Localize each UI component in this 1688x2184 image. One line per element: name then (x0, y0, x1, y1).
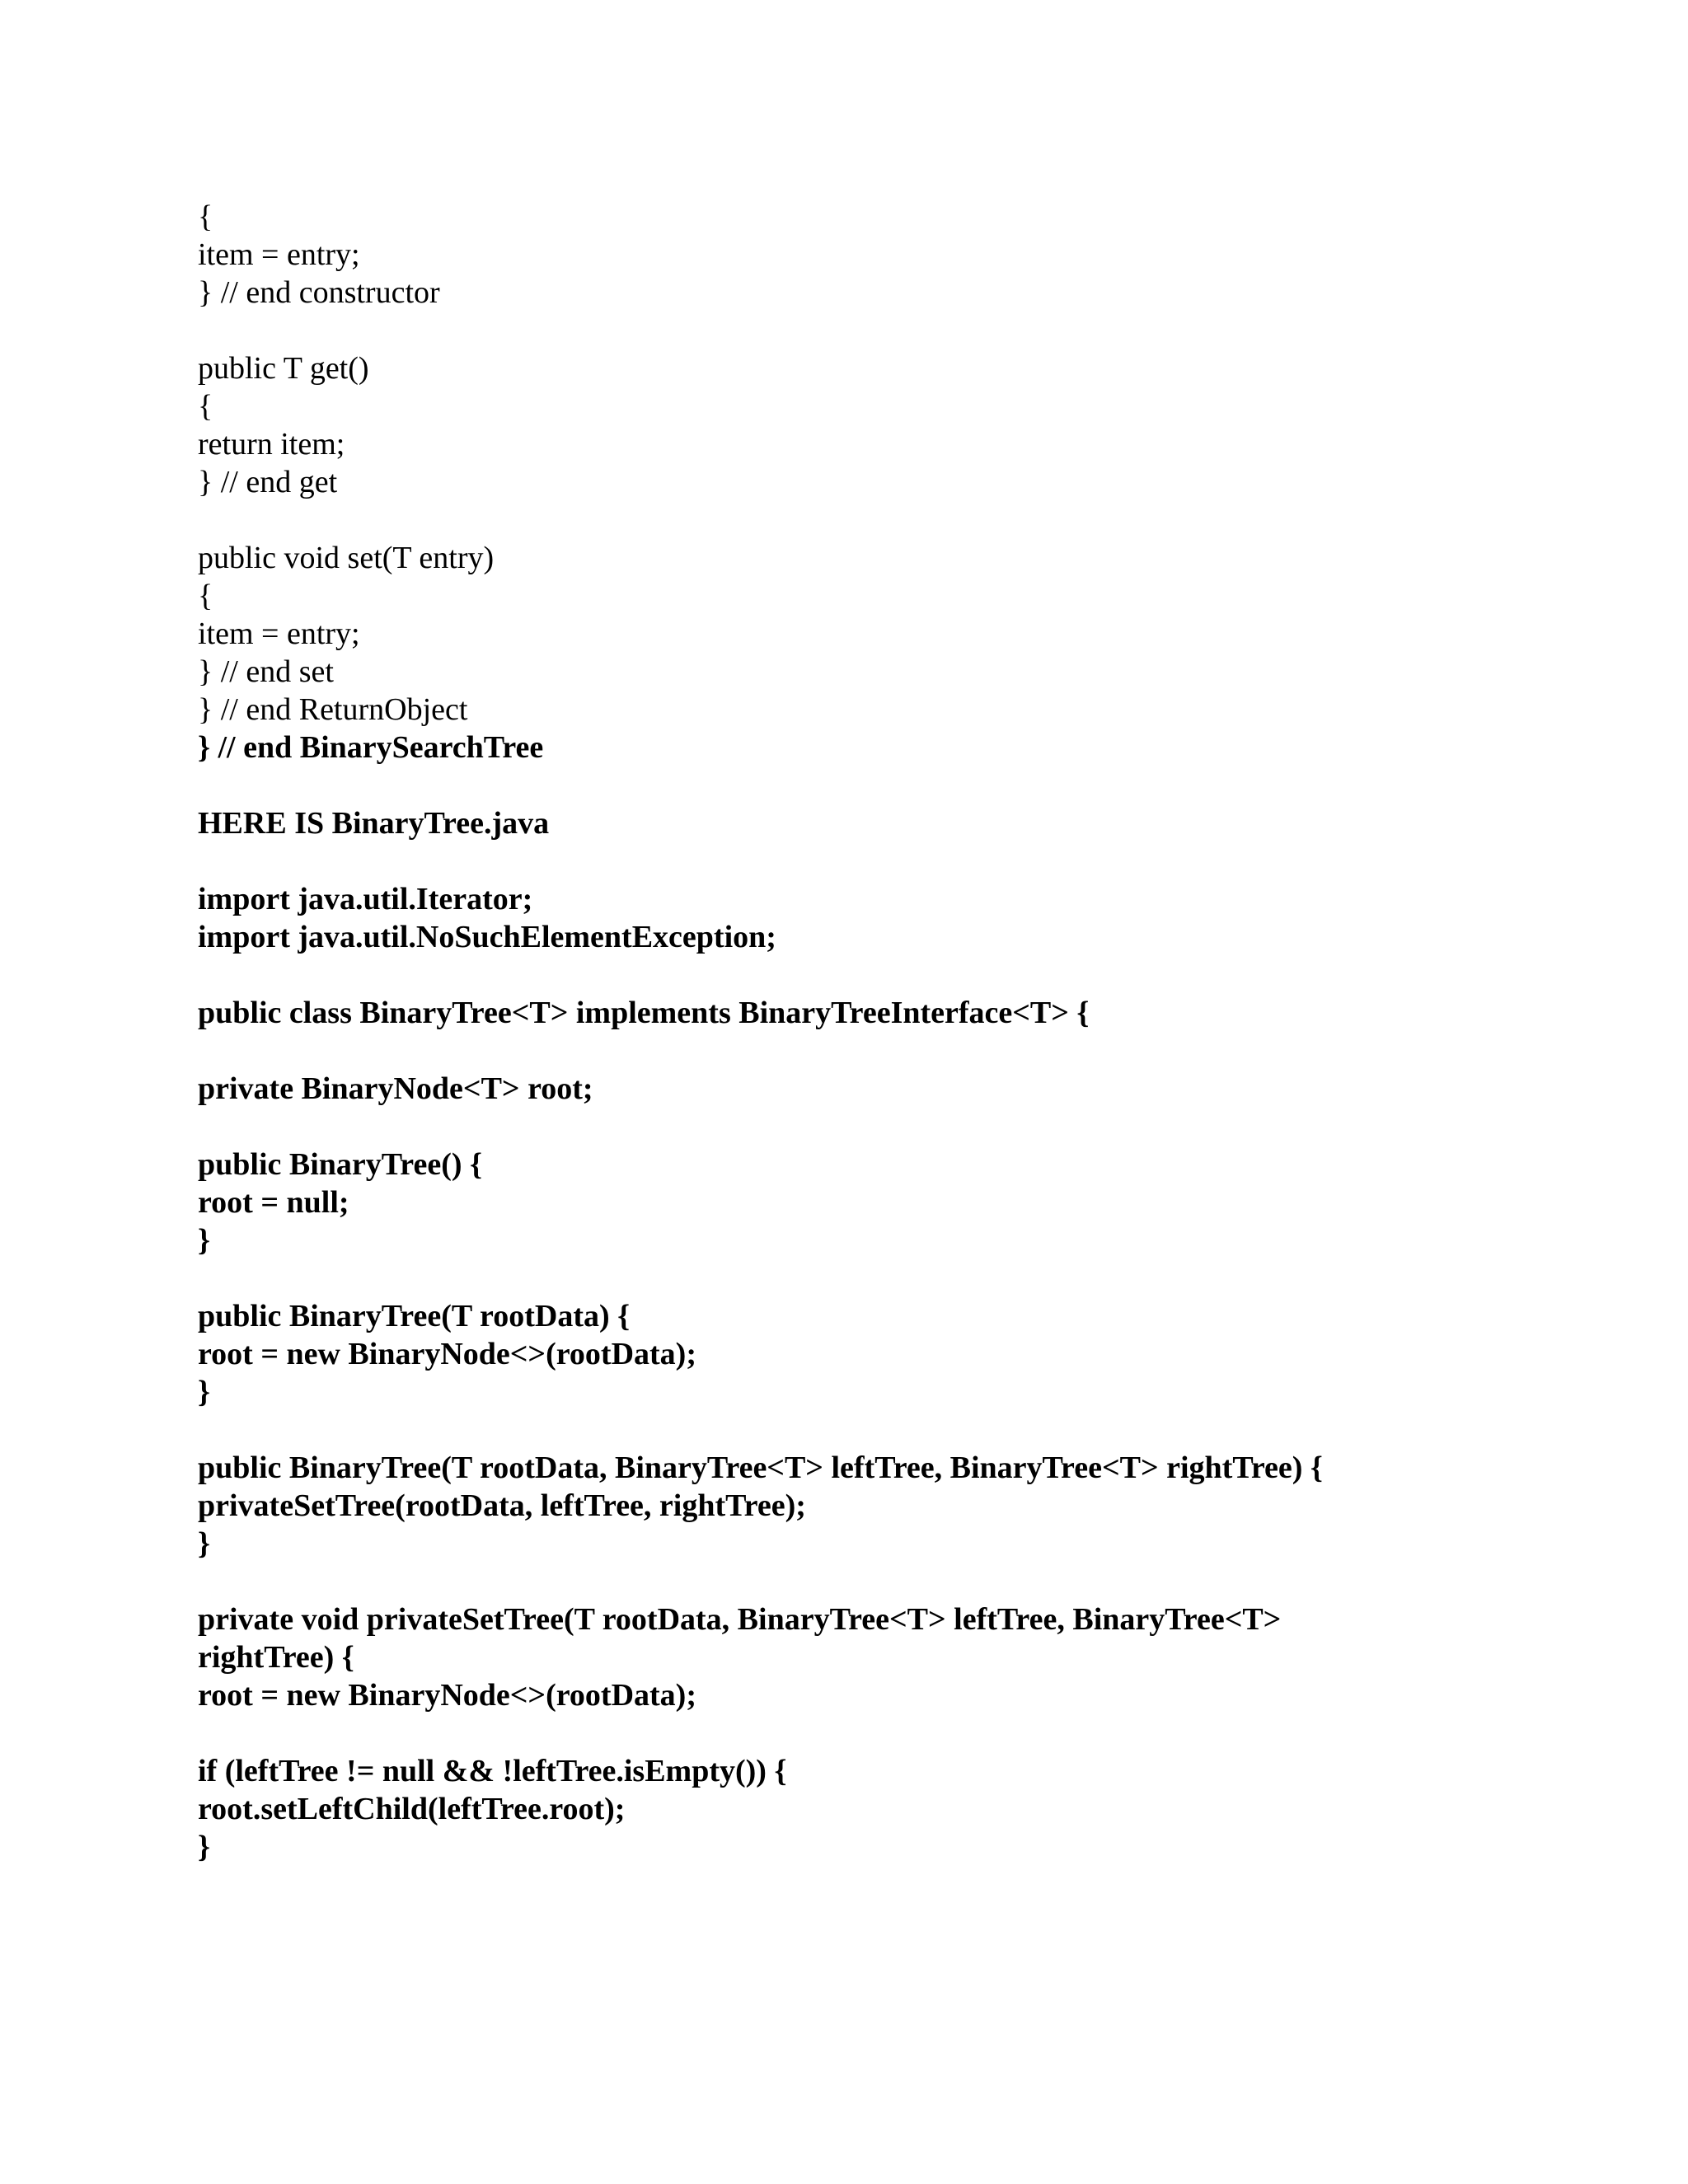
blank-line (198, 1411, 1632, 1449)
code-line: } (198, 1830, 210, 1864)
code-line: } // end ReturnObject (198, 692, 468, 727)
code-line: privateSetTree(rootData, leftTree, rightTree); (198, 1488, 806, 1523)
code-line: item = entry; (198, 616, 360, 651)
code-line: rightTree) { (198, 1640, 354, 1675)
blank-line (198, 1108, 1632, 1146)
code-line: root = null; (198, 1185, 349, 1220)
code-line: import java.util.Iterator; (198, 882, 533, 916)
code-line: root = new BinaryNode<>(rootData); (198, 1337, 696, 1371)
code-line: root.setLeftChild(leftTree.root); (198, 1792, 626, 1826)
code-line: public class BinaryTree<T> implements BinaryTreeInterface<T> { (198, 996, 1090, 1030)
blank-line (198, 842, 1632, 880)
code-line: public BinaryTree() { (198, 1147, 483, 1182)
blank-line (198, 1714, 1632, 1752)
blank-line (198, 501, 1632, 539)
code-line: private void privateSetTree(T rootData, BinaryTree<T> leftTree, BinaryTree<T> (198, 1602, 1282, 1637)
code-line: public BinaryTree(T rootData, BinaryTree<T> leftTree, BinaryTree<T> rightTree) { (198, 1451, 1323, 1485)
code-line: } (198, 1526, 210, 1561)
blank-line (198, 766, 1632, 804)
code-line: HERE IS BinaryTree.java (198, 806, 550, 841)
code-line: { (198, 389, 213, 424)
code-line: import java.util.NoSuchElementException; (198, 920, 776, 954)
code-line: public T get() (198, 351, 369, 386)
code-line: item = entry; (198, 237, 360, 272)
code-line: public BinaryTree(T rootData) { (198, 1299, 631, 1333)
code-line: { (198, 579, 213, 613)
code-line: } (198, 1375, 210, 1409)
code-line: { (198, 199, 213, 234)
code-line: } // end set (198, 654, 334, 689)
code-line: private BinaryNode<T> root; (198, 1071, 593, 1106)
code-line: } (198, 1223, 210, 1258)
blank-line (198, 1259, 1632, 1297)
code-line: public void set(T entry) (198, 541, 495, 575)
code-listing (198, 198, 1632, 1866)
code-line: return item; (198, 427, 345, 462)
code-line: root = new BinaryNode<>(rootData); (198, 1678, 696, 1713)
blank-line (198, 956, 1632, 994)
code-line: } // end BinarySearchTree (198, 730, 544, 765)
blank-line (198, 1032, 1632, 1070)
code-line: } // end constructor (198, 275, 440, 310)
blank-line (198, 312, 1632, 349)
code-line: if (leftTree != null && !leftTree.isEmpty()) { (198, 1754, 787, 1788)
blank-line (198, 1563, 1632, 1601)
code-line: } // end get (198, 465, 338, 499)
